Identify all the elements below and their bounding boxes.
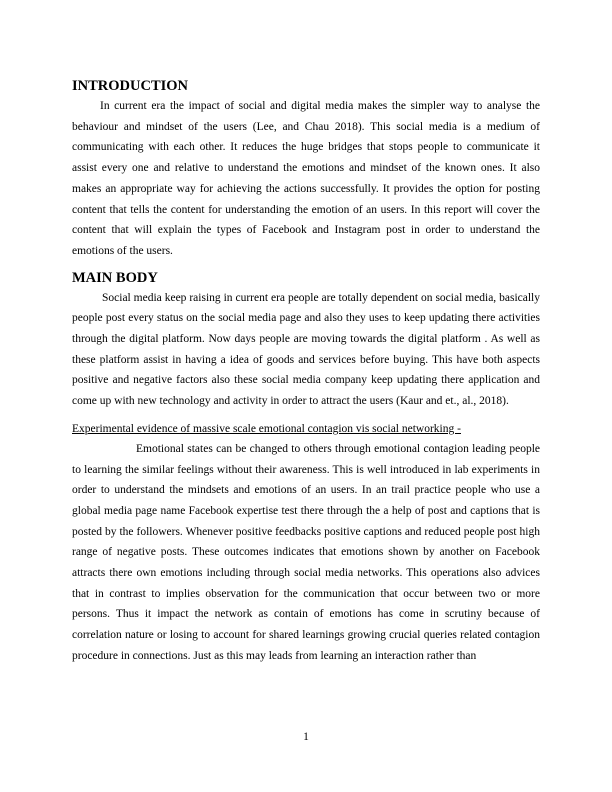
experimental-evidence-subheading: Experimental evidence of massive scale emotional contagion vis social networking -	[72, 422, 461, 435]
introduction-paragraph: In current era the impact of social and digital media makes the simpler way to analyse the behaviour and mindset of the users (Lee, and Chau 2018). This social media is a medium of communicating with each other. It reduces the huge bridges that stops people to communicate it assist every one and relative to understand the emotions and mindset of the known ones. It also makes an appropriate way for achieving the actions successfully. It provides the option for posting content that tells the content for understanding the emotion of an users. In this report will cover the content that will explain the types of Facebook and Instagram post in order to understand the emotions of the users.	[72, 100, 540, 257]
main-body-heading: MAIN BODY	[72, 269, 158, 286]
main-body-paragraph: Social media keep raising in current era people are totally dependent on social media, basically people post every status on the social media page and also they uses to keep updating there activities through the digital platform. Now days people are moving towards the digital platform . As well as these platform assist in having a idea of goods and services before buying. This have both aspects positive and negative factors also these social media company keep updating there application and come up with new technology and activity in order to attract the users (Kaur and et., al., 2018).	[72, 291, 540, 408]
introduction-heading: INTRODUCTION	[72, 78, 189, 94]
document-page	[72, 76, 540, 667]
page-number: 1	[303, 731, 309, 743]
experimental-evidence-paragraph: Emotional states can be changed to others through emotional contagion leading people to learning the similar feelings without their awareness. This is well introduced in lab experiments in order to understand the mindsets and emotions of an users. In an trail practice people who use a global media page name Facebook expertise test there through the a help of post and captions that is posted by the followers. Whenever positive feedbacks positive captions and reduced people post high range of negative posts. These outcomes indicates that emotions shown by another on Facebook attracts there own emotions including through social media networks. This operations also advices that in contrast to implies observation for the communication that occur between two or more persons. Thus it impact the network as contain of emotions has come in scrutiny because of correlation nature or losing to account for shared learnings growing crucial queries related contagion procedure in connections. Just as this may leads from learning an interaction rather than	[72, 442, 540, 662]
